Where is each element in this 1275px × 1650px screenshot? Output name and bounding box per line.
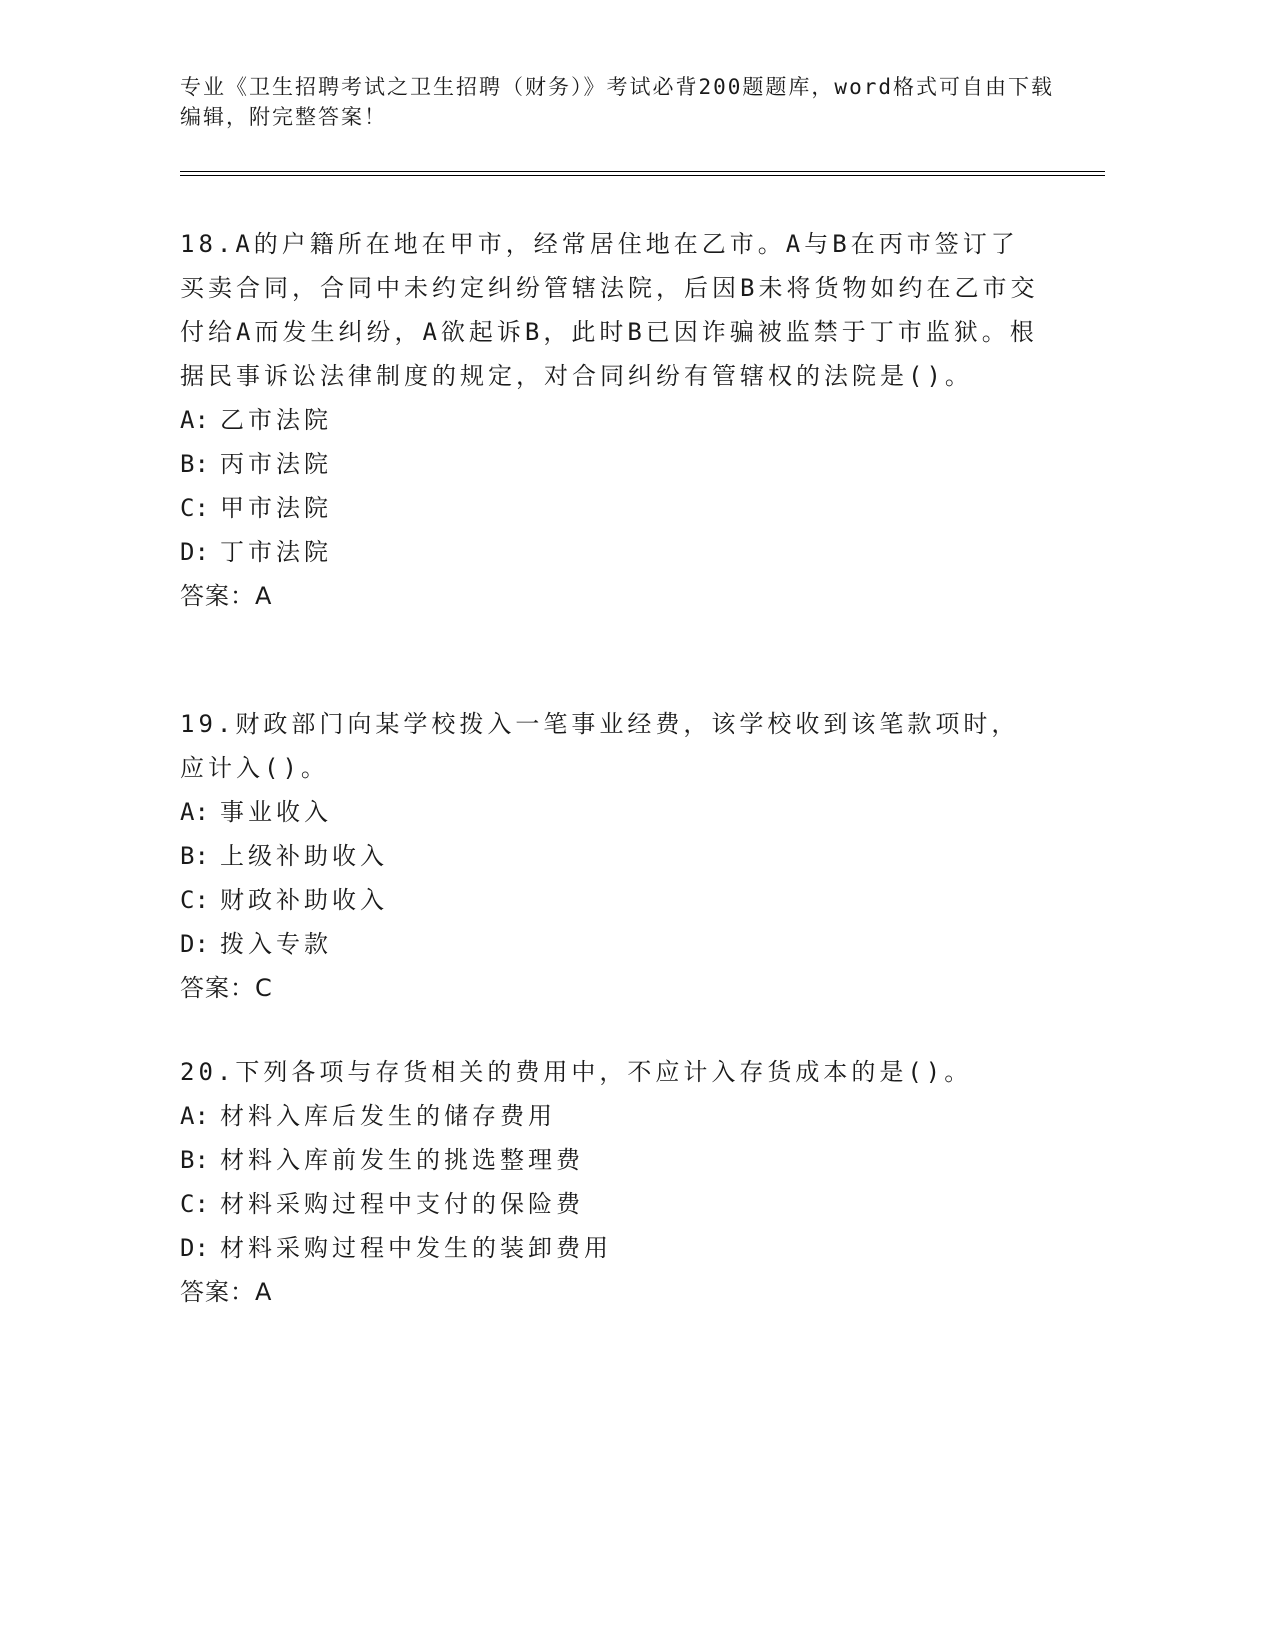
option-key: B: [180, 1146, 209, 1174]
option-c [180, 878, 1040, 922]
option-text: 材料入库后发生的储存费用 [220, 1102, 556, 1130]
option-key: B: [180, 842, 209, 870]
option-key: C: [180, 886, 209, 914]
question-20 [180, 1050, 1040, 1314]
answer-line: 答案：C [180, 974, 273, 1002]
option-text: 甲市法院 [220, 494, 332, 522]
option-key: B: [180, 450, 209, 478]
header-divider-bottom [180, 175, 1105, 176]
header-divider-top [180, 171, 1105, 172]
option-text: 事业收入 [220, 798, 332, 826]
option-text: 丁市法院 [220, 538, 332, 566]
option-text: 乙市法院 [220, 406, 332, 434]
option-text: 材料采购过程中发生的装卸费用 [220, 1234, 612, 1262]
option-text: 拨入专款 [220, 930, 332, 958]
option-a [180, 398, 1040, 442]
option-b [180, 834, 1040, 878]
option-key: C: [180, 494, 209, 522]
option-c [180, 1182, 1040, 1226]
question-19 [180, 702, 1040, 1010]
option-key: A: [180, 1102, 209, 1130]
option-d [180, 1226, 1040, 1270]
answer-line: 答案：A [180, 1278, 273, 1306]
option-text: 材料采购过程中支付的保险费 [220, 1190, 584, 1218]
option-d [180, 530, 1040, 574]
document-header: 专业《卫生招聘考试之卫生招聘（财务）》考试必背200题题库，word格式可自由下载编辑，附完整答案！ [180, 75, 1054, 129]
option-text: 材料入库前发生的挑选整理费 [220, 1146, 584, 1174]
option-key: A: [180, 406, 209, 434]
option-key: C: [180, 1190, 209, 1218]
option-key: A: [180, 798, 209, 826]
answer-line: 答案：A [180, 582, 273, 610]
option-key: D: [180, 538, 209, 566]
question-stem: 19.财政部门向某学校拨入一笔事业经费，该学校收到该笔款项时，应计入()。 [180, 710, 1020, 782]
option-d [180, 922, 1040, 966]
option-c [180, 486, 1040, 530]
option-b [180, 442, 1040, 486]
option-text: 财政补助收入 [220, 886, 388, 914]
option-text: 上级补助收入 [220, 842, 388, 870]
option-b [180, 1138, 1040, 1182]
option-key: D: [180, 1234, 209, 1262]
question-stem: 20.下列各项与存货相关的费用中，不应计入存货成本的是()。 [180, 1058, 973, 1086]
option-key: D: [180, 930, 209, 958]
question-18 [180, 222, 1040, 618]
option-text: 丙市法院 [220, 450, 332, 478]
option-a [180, 1094, 1040, 1138]
option-a [180, 790, 1040, 834]
question-stem: 18.A的户籍所在地在甲市，经常居住地在乙市。A与B在丙市签订了买卖合同，合同中未约定纠纷管辖法院，后因B未将货物如约在乙市交付给A而发生纠纷，A欲起诉B，此时B已因诈骗被监禁于丁市监狱。根据民事诉讼法律制度的规定，对合同纠纷有管辖权的法院是()。 [180, 230, 1039, 390]
